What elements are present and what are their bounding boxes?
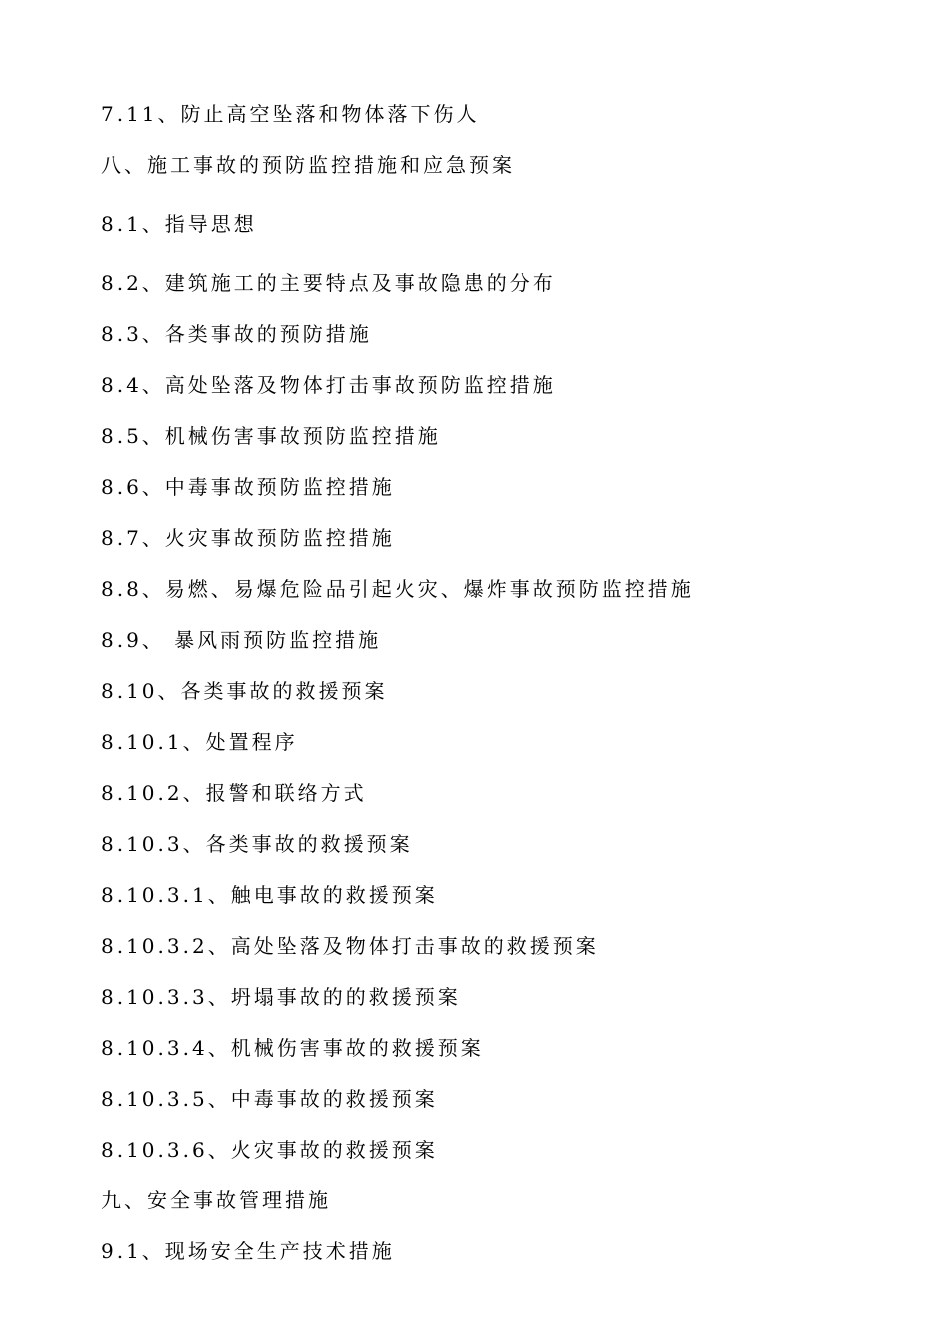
toc-line-8-3: 8.3、各类事故的预防措施 xyxy=(101,322,372,346)
toc-line-8-10-3: 8.10.3、各类事故的救援预案 xyxy=(101,832,413,856)
toc-line-section-8: 八、施工事故的预防监控措施和应急预案 xyxy=(101,153,515,177)
toc-line-8-10-3-5: 8.10.3.5、中毒事故的救援预案 xyxy=(101,1087,438,1111)
toc-line-8-4: 8.4、高处坠落及物体打击事故预防监控措施 xyxy=(101,373,556,397)
toc-line-7-11: 7.11、防止高空坠落和物体落下伤人 xyxy=(101,102,480,126)
toc-line-8-10-1: 8.10.1、处置程序 xyxy=(101,730,298,754)
toc-line-8-2: 8.2、建筑施工的主要特点及事故隐患的分布 xyxy=(101,271,556,295)
toc-line-8-10-3-4: 8.10.3.4、机械伤害事故的救援预案 xyxy=(101,1036,484,1060)
toc-line-8-10-3-6: 8.10.3.6、火灾事故的救援预案 xyxy=(101,1138,438,1162)
toc-line-8-10: 8.10、各类事故的救援预案 xyxy=(101,679,388,703)
toc-line-8-7: 8.7、火灾事故预防监控措施 xyxy=(101,526,395,550)
toc-line-9-1: 9.1、现场安全生产技术措施 xyxy=(101,1239,395,1263)
toc-line-8-10-3-1: 8.10.3.1、触电事故的救援预案 xyxy=(101,883,438,907)
toc-line-8-6: 8.6、中毒事故预防监控措施 xyxy=(101,475,395,499)
toc-line-8-8: 8.8、易燃、易爆危险品引起火灾、爆炸事故预防监控措施 xyxy=(101,577,694,601)
toc-line-8-10-2: 8.10.2、报警和联络方式 xyxy=(101,781,367,805)
toc-line-section-9: 九、安全事故管理措施 xyxy=(101,1188,331,1212)
toc-line-8-1: 8.1、指导思想 xyxy=(101,212,257,236)
toc-line-8-10-3-2: 8.10.3.2、高处坠落及物体打击事故的救援预案 xyxy=(101,934,599,958)
toc-line-8-10-3-3: 8.10.3.3、坍塌事故的的救援预案 xyxy=(101,985,461,1009)
toc-line-8-5: 8.5、机械伤害事故预防监控措施 xyxy=(101,424,441,448)
toc-line-8-9: 8.9、 暴风雨预防监控措施 xyxy=(101,628,382,652)
